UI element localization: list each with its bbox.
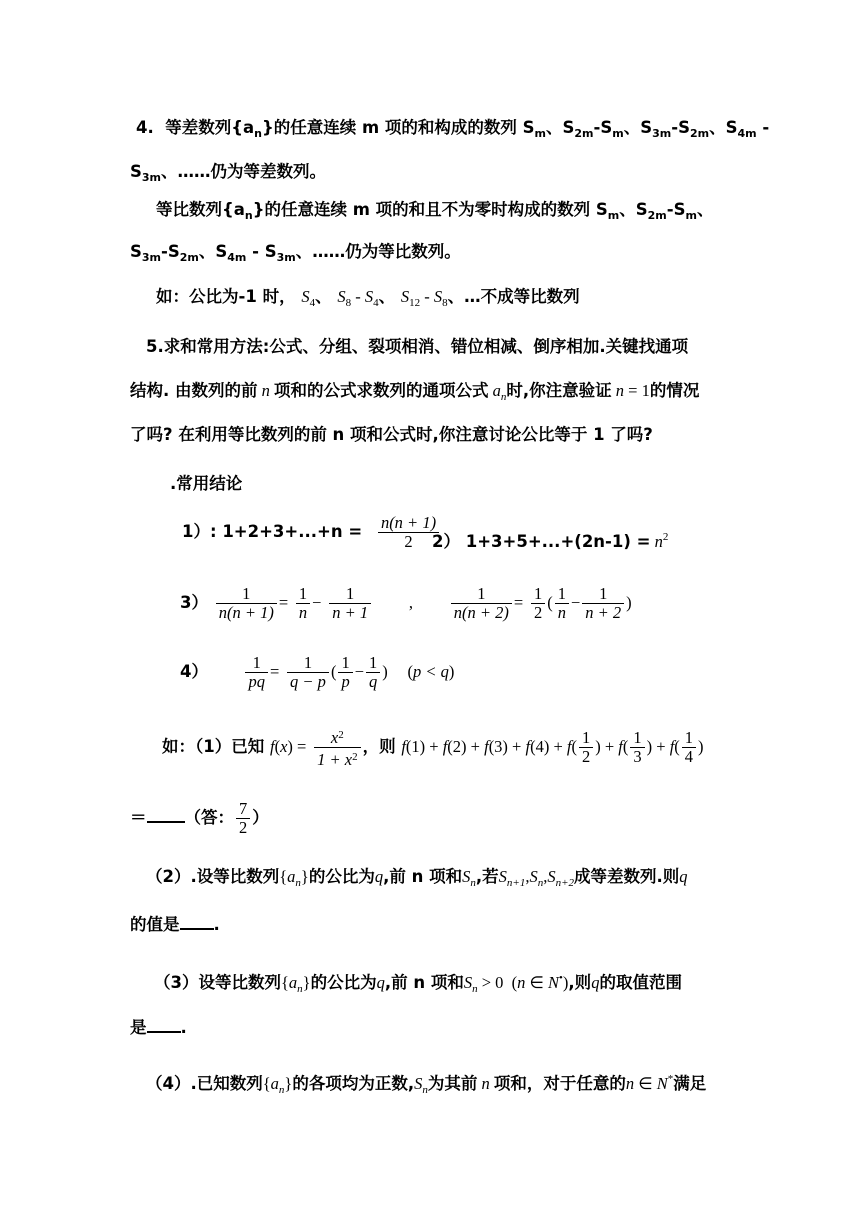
conclusion-2: 2） $1+3+5+...+(2n-1) = n^2$	[432, 531, 669, 551]
example-3: （3）设等比数列$\{a_n\}$的公比为q,前 n 项和$S_n > 0$ (n ∈ N•),则q的取值范围	[154, 972, 682, 995]
example-1-answer: ＝ （答： $\frac{7}{2}$ ）	[130, 799, 269, 837]
conclusions-heading: .常用结论	[170, 474, 243, 493]
example-2: （2）.设等比数列$\{a_n\}$的公比为q,前 n 项和$S_n$,若$S_{n+1},S_n,S_{n+2}$成等差数列.则q	[146, 867, 688, 889]
item4-line2: $S_{3m}$、……仍为等差数列。	[130, 162, 327, 184]
example-2-line2: 的值是 .	[130, 915, 220, 934]
conclusion-3: 3） $\frac{1}{n(n + 1)}$ = $\frac{1}{n}$ − $\frac{1}{n + 1}$ , $\frac{1}{n(n + 2)}$ = $\frac{1}{2}$ ( $\frac{1}{n}$ − $\frac{1}{n + 2}$ )	[180, 584, 632, 622]
item5-line3: 了吗? 在利用等比数列的前 n 项和公式时,你注意讨论公比等于 1 了吗?	[130, 425, 653, 444]
item5-line1: 5.求和常用方法:公式、分组、裂项相消、错位相减、倒序相加.关键找通项	[146, 337, 689, 356]
answer-blank[interactable]	[147, 807, 185, 823]
conclusion-4: 4） $\frac{1}{pq}$ = $\frac{1}{q - p}$ ( $\frac{1}{p}$ − $\frac{1}{q}$ ) (p < q)	[180, 653, 455, 691]
item4-line4: $S_{3m}-S_{2m}$、$S_{4m} - S_{3m}$、……仍为等比数列。	[130, 242, 461, 264]
item5-line2: 结构. 由数列的前 n 项和的公式求数列的通项公式 $a_n$时,你注意验证 n = 1的情况	[130, 381, 700, 403]
item4-line1: 4. 等差数列$\{a_n\}$的任意连续 m 项的和构成的数列 $S_m$、$S_{2m}-S_m$、$S_{3m}-S_{2m}$、$S_{4m}$ -	[136, 118, 770, 140]
answer-blank[interactable]	[180, 914, 214, 930]
answer-blank[interactable]	[147, 1017, 181, 1033]
item-number: 4.	[136, 118, 154, 137]
example-1: 如：（1）已知 f(x) = $\frac{x^2}{1 + x^2}$ ，则 f(1) + f(2) + f(3) + f(4) + f( $\frac{1}{2}$ ) + f( $\frac{1}{3}$ ) + f( $\frac{1}{4}$ )	[162, 728, 704, 769]
example-3-line2: 是 .	[130, 1018, 187, 1037]
example-4: （4）.已知数列$\{a_n\}$的各项均为正数$,S_n$为其前 n 项和，对于任意的n ∈ N*满足	[146, 1073, 707, 1096]
item4-example: 如：公比为-1 时， $S_4$、 $S_8 - S_4$、 $S_{12} - S_8$、…不成等比数列	[156, 287, 580, 309]
conclusion-1: 1）: 1+2+3+...+n = $\frac{n(n + 1)}{2}$	[182, 514, 441, 551]
item4-line3: 等比数列$\{a_n\}$的任意连续 m 项的和且不为零时构成的数列 $S_m$、$S_{2m}-S_m$、	[156, 200, 714, 222]
